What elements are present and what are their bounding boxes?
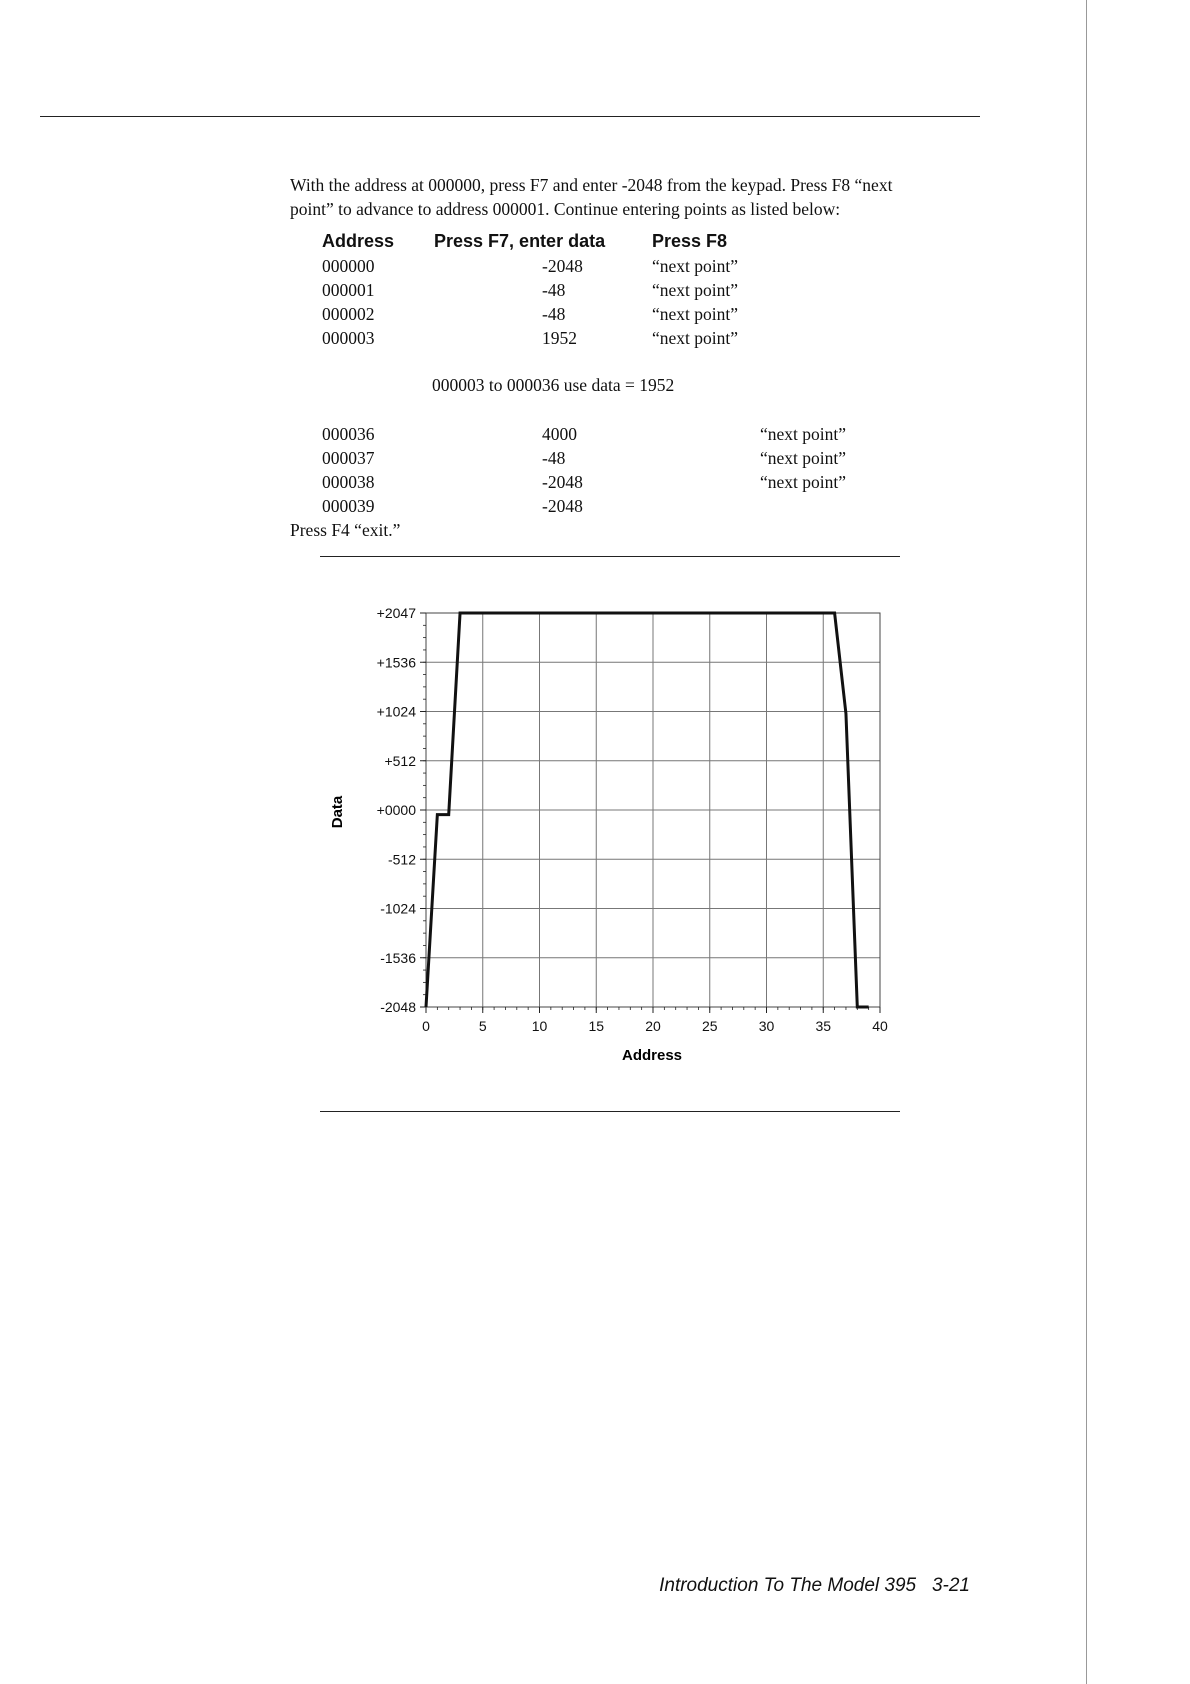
row-address: 000038 xyxy=(322,471,375,492)
table-row xyxy=(322,494,880,518)
x-axis-label: Address xyxy=(621,1047,683,1064)
row-data: -2048 xyxy=(542,471,583,492)
points-table xyxy=(322,228,772,350)
row-data: -48 xyxy=(542,279,566,300)
table-row xyxy=(322,254,772,278)
y-tick-label: +2047 xyxy=(376,605,416,621)
x-tick-label: 40 xyxy=(872,1018,888,1034)
waveform-chart xyxy=(320,595,900,1075)
table-row xyxy=(322,446,880,470)
row-data: -2048 xyxy=(542,495,583,516)
x-tick-label: 5 xyxy=(478,1018,487,1034)
row-address: 000036 xyxy=(322,423,375,444)
y-tick-label: -1024 xyxy=(380,900,416,917)
page-number: 3-21 xyxy=(931,1575,970,1596)
intro-paragraph xyxy=(290,173,990,221)
y-tick-label: +0000 xyxy=(376,802,416,818)
row-data: 4000 xyxy=(542,423,577,444)
table-row xyxy=(322,470,880,494)
x-tick-label: 30 xyxy=(758,1018,775,1034)
y-tick-label: -1536 xyxy=(380,949,416,966)
row-data: 1952 xyxy=(542,327,577,348)
table-header-row xyxy=(322,228,772,254)
range-note: 000003 to 000036 use data = 1952 xyxy=(432,375,675,395)
header-address: Address xyxy=(322,230,395,251)
x-tick-label: 35 xyxy=(815,1018,832,1034)
ticks xyxy=(377,605,888,1034)
y-axis-label: Data xyxy=(329,795,346,829)
row-address: 000001 xyxy=(322,279,375,300)
row-f8: “next point” xyxy=(760,423,847,444)
grid xyxy=(426,613,880,1007)
row-address: 000003 xyxy=(322,327,375,348)
exit-instruction: Press F4 “exit.” xyxy=(290,520,401,540)
y-tick-label: +1024 xyxy=(376,703,416,720)
x-tick-label: 25 xyxy=(701,1018,718,1034)
y-tick-label: -2048 xyxy=(380,999,416,1015)
table-row xyxy=(322,302,772,326)
row-address: 000037 xyxy=(322,447,375,468)
intro-line-2: point” to advance to address 000001. Continue entering points as listed below: xyxy=(290,199,841,219)
x-tick-label: 15 xyxy=(588,1018,605,1034)
table-row xyxy=(322,278,772,302)
row-address: 000000 xyxy=(322,255,375,276)
header-f8: Press F8 xyxy=(652,230,728,251)
row-f8: “next point” xyxy=(652,327,739,348)
header-data: Press F7, enter data xyxy=(434,230,606,251)
points-table-continued xyxy=(322,422,880,518)
y-tick-label: +1536 xyxy=(376,654,416,671)
x-tick-label: 10 xyxy=(531,1018,548,1034)
row-address: 000002 xyxy=(322,303,375,324)
row-data: -48 xyxy=(542,447,566,468)
y-tick-label: -512 xyxy=(387,851,416,868)
x-tick-label: 0 xyxy=(422,1018,430,1034)
row-f8 xyxy=(760,494,880,518)
y-tick-label: +512 xyxy=(384,752,416,769)
top-rule xyxy=(40,116,980,117)
row-f8: “next point” xyxy=(652,303,739,324)
row-f8: “next point” xyxy=(760,471,847,492)
chart-bottom-rule xyxy=(320,1111,900,1112)
footer-title: Introduction To The Model 395 xyxy=(659,1575,917,1596)
page-footer xyxy=(659,1575,970,1597)
row-data: -2048 xyxy=(542,255,583,276)
table-row xyxy=(322,326,772,350)
x-tick-label: 20 xyxy=(645,1018,661,1034)
row-f8: “next point” xyxy=(652,255,739,276)
table-row xyxy=(322,422,880,446)
row-address: 000039 xyxy=(322,495,375,516)
row-f8: “next point” xyxy=(760,447,847,468)
row-data: -48 xyxy=(542,303,566,324)
chart-top-rule xyxy=(320,556,900,557)
intro-line-1: With the address at 000000, press F7 and enter -2048 from the keypad. Press F8 “next xyxy=(290,175,893,195)
row-f8: “next point” xyxy=(652,279,739,300)
page-edge-line xyxy=(1086,0,1087,1684)
